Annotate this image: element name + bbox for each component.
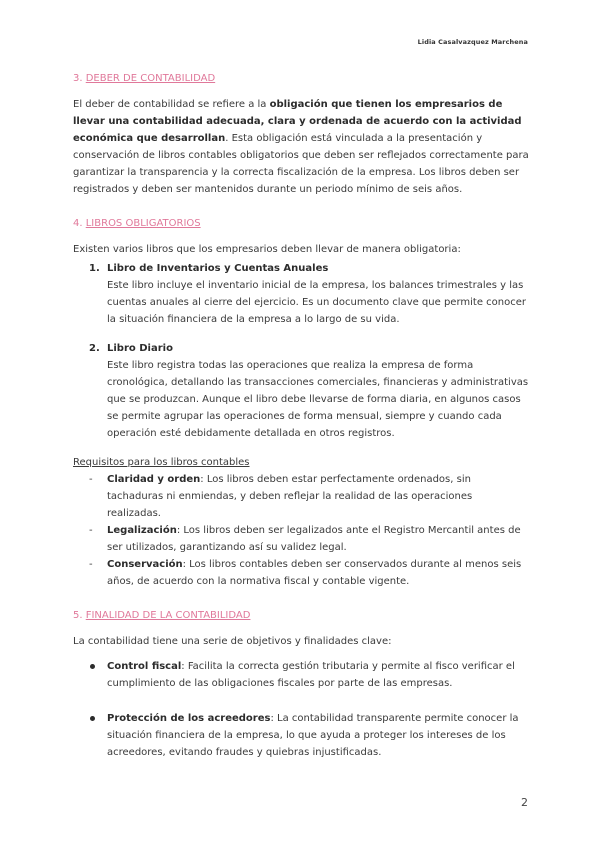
bullet-dot: [90, 664, 95, 669]
section-number: 5.: [73, 610, 83, 621]
section-number: 4.: [73, 218, 83, 229]
section-heading: [73, 608, 529, 624]
requirements-list: [73, 471, 529, 590]
requirement-text: : Los libros deben ser legalizados ante el Registro Mercantil antes de ser utilizados, garantizando así su validez legal.: [107, 525, 521, 553]
bold-text: obligación que tienen los empresarios de llevar una contabilidad adecuada, clara y ordenada de acuerdo con la actividad económica que desarrollan: [73, 99, 522, 144]
book-text: Este libro registra todas las operaciones que realiza la empresa de forma cronológica, detallando las transacciones comerciales, financieras y administrativas que se produzcan. Aunque el libro debe llevarse de forma diaria, en algunos casos se permite agrupar las operaciones de forma mensual, siempre y cuando cada operación esté debidamente detallada en otros registros.: [107, 360, 529, 439]
section-finalidad-contabilidad: [73, 608, 529, 761]
section-title: FINALIDAD DE LA CONTABILIDAD: [85, 610, 251, 621]
section-libros-obligatorios: [73, 216, 529, 590]
text-run: El deber de contabilidad se refiere a la: [73, 99, 270, 110]
bullet-dot: [90, 716, 95, 721]
section-heading: [73, 216, 529, 232]
list-item: [73, 556, 529, 590]
list-item: [73, 260, 529, 328]
requirement-label: Claridad y orden: [107, 474, 201, 485]
section-deber-contabilidad: [73, 71, 529, 198]
list-number: 1.: [89, 263, 100, 274]
objective-label: Control fiscal: [107, 661, 182, 672]
books-list: [73, 260, 529, 442]
requirement-label: Conservación: [107, 559, 183, 570]
objective-text: : Facilita la correcta gestión tributaria y permite al fisco verificar el cumplimiento de las obligaciones fiscales por parte de las empresas.: [107, 661, 515, 689]
list-item: [73, 340, 529, 442]
list-item: [73, 522, 529, 556]
section-title: DEBER DE CONTABILIDAD: [85, 73, 216, 84]
document-body: [73, 71, 529, 779]
objective-label: Protección de los acreedores: [107, 713, 271, 724]
list-item: [73, 710, 529, 761]
section-number: 3.: [73, 73, 83, 84]
list-item: [73, 658, 529, 692]
dash-bullet: -: [89, 474, 93, 485]
book-text: Este libro incluye el inventario inicial de la empresa, los balances trimestrales y las cuentas anuales al cierre del ejercicio. Es un documento clave que permite conocer la situación financiera de la empresa a lo largo de su vida.: [107, 280, 526, 325]
requirement-text: : Los libros contables deben ser conservados durante al menos seis años, de acuerdo con la normativa fiscal y contable vigente.: [107, 559, 522, 587]
requirement-text: : Los libros deben estar perfectamente ordenados, sin tachaduras ni enmiendas, y deben reflejar la realidad de las operaciones realizadas.: [107, 474, 473, 519]
book-title: Libro de Inventarios y Cuentas Anuales: [107, 263, 329, 274]
paragraph: La contabilidad tiene una serie de objetivos y finalidades clave:: [73, 636, 392, 647]
text-run: . Esta obligación está vinculada a la presentación y conservación de libros contables obligatorios que deben ser reflejados correctamente para garantizar la transparencia y la correcta fiscalización de la empresa. Los libros deben ser registrados y deben ser mantenidos durante un periodo mínimo de seis años.: [73, 133, 529, 195]
objective-text: : La contabilidad transparente permite conocer la situación financiera de la empresa, lo que ayuda a proteger los intereses de los acreedores, evitando fraudes y quiebras injustificadas.: [107, 713, 519, 758]
requirement-label: Legalización: [107, 525, 177, 536]
paragraph: Existen varios libros que los empresarios deben llevar de manera obligatoria:: [73, 244, 461, 255]
list-number: 2.: [89, 343, 100, 354]
dash-bullet: -: [89, 559, 93, 570]
requirements-heading: Requisitos para los libros contables: [73, 457, 250, 468]
paragraph: [73, 96, 529, 198]
list-item: [73, 471, 529, 522]
page-number: 2: [521, 796, 528, 809]
book-title: Libro Diario: [107, 343, 173, 354]
dash-bullet: -: [89, 525, 93, 536]
section-title: LIBROS OBLIGATORIOS: [85, 218, 201, 229]
objectives-list: [73, 658, 529, 761]
section-heading: [73, 71, 529, 87]
author-name: Lidia Casalvazquez Marchena: [417, 38, 528, 46]
